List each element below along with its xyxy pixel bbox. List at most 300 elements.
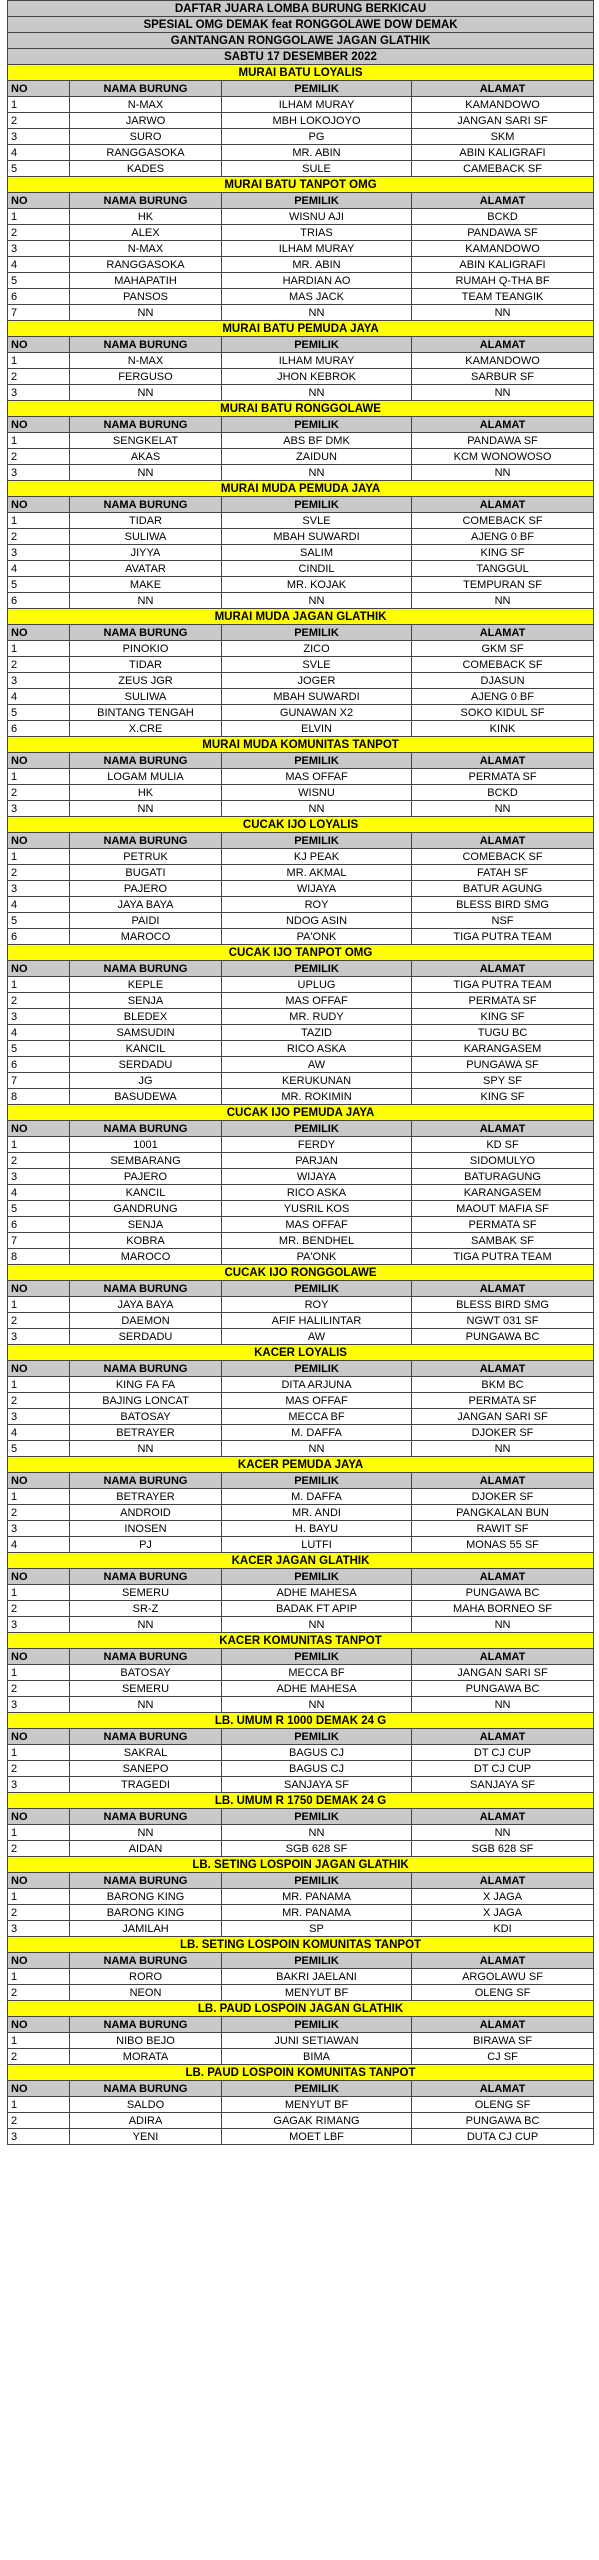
rank-cell: 1: [8, 1489, 70, 1505]
column-header-address: ALAMAT: [412, 753, 594, 769]
owner-cell: LUTFI: [222, 1537, 412, 1553]
table-row: [8, 385, 594, 401]
owner-cell: MR. ROKIMIN: [222, 1089, 412, 1105]
address-cell: DT CJ CUP: [412, 1745, 594, 1761]
rank-cell: 2: [8, 993, 70, 1009]
bird-name-cell: NN: [70, 1697, 222, 1713]
rank-cell: 2: [8, 1681, 70, 1697]
address-cell: TIGA PUTRA TEAM: [412, 977, 594, 993]
address-cell: PUNGAWA BC: [412, 1585, 594, 1601]
table-row: [8, 2033, 594, 2049]
rank-cell: 1: [8, 1889, 70, 1905]
category-title-text: CUCAK IJO TANPOT OMG: [8, 945, 594, 961]
table-row: [8, 1665, 594, 1681]
bird-name-cell: PANSOS: [70, 289, 222, 305]
owner-cell: MBH LOKOJOYO: [222, 113, 412, 129]
table-row: [8, 1057, 594, 1073]
bird-name-cell: MORATA: [70, 2049, 222, 2065]
address-cell: BATURAGUNG: [412, 1169, 594, 1185]
address-cell: NN: [412, 1441, 594, 1457]
bird-name-cell: BLEDEX: [70, 1009, 222, 1025]
owner-cell: BAGUS CJ: [222, 1761, 412, 1777]
category-title-text: MURAI MUDA JAGAN GLATHIK: [8, 609, 594, 625]
address-cell: MAHA BORNEO SF: [412, 1601, 594, 1617]
winners-table-body: [8, 1, 594, 2145]
column-header-bird-name: NAMA BURUNG: [70, 1649, 222, 1665]
address-cell: AJENG 0 BF: [412, 529, 594, 545]
category-title-text: KACER LOYALIS: [8, 1345, 594, 1361]
owner-cell: MENYUT BF: [222, 2097, 412, 2113]
table-row: [8, 561, 594, 577]
rank-cell: 4: [8, 561, 70, 577]
rank-cell: 3: [8, 129, 70, 145]
rank-cell: 5: [8, 577, 70, 593]
category-title-text: CUCAK IJO LOYALIS: [8, 817, 594, 833]
owner-cell: MENYUT BF: [222, 1985, 412, 2001]
rank-cell: 1: [8, 1297, 70, 1313]
owner-cell: ILHAM MURAY: [222, 353, 412, 369]
category-title: [8, 1345, 594, 1361]
table-row: [8, 897, 594, 913]
table-row: [8, 1921, 594, 1937]
bird-name-cell: BATOSAY: [70, 1665, 222, 1681]
address-cell: KAMANDOWO: [412, 97, 594, 113]
owner-cell: MECCA BF: [222, 1409, 412, 1425]
address-cell: JANGAN SARI SF: [412, 1665, 594, 1681]
bird-name-cell: BARONG KING: [70, 1905, 222, 1921]
category-title-text: MURAI BATU TANPOT OMG: [8, 177, 594, 193]
column-header-address: ALAMAT: [412, 497, 594, 513]
bird-name-cell: AIDAN: [70, 1841, 222, 1857]
address-cell: FATAH SF: [412, 865, 594, 881]
owner-cell: MAS OFFAF: [222, 1217, 412, 1233]
column-header-row: [8, 1873, 594, 1889]
table-row: [8, 705, 594, 721]
column-header-bird-name: NAMA BURUNG: [70, 1361, 222, 1377]
address-cell: OLENG SF: [412, 1985, 594, 2001]
owner-cell: FERDY: [222, 1137, 412, 1153]
table-row: [8, 1329, 594, 1345]
rank-cell: 4: [8, 1185, 70, 1201]
address-cell: JANGAN SARI SF: [412, 113, 594, 129]
bird-name-cell: NN: [70, 385, 222, 401]
column-header-owner: PEMILIK: [222, 1729, 412, 1745]
column-header-address: ALAMAT: [412, 1873, 594, 1889]
table-row: [8, 1681, 594, 1697]
owner-cell: MAS OFFAF: [222, 1393, 412, 1409]
address-cell: COMEBACK SF: [412, 513, 594, 529]
column-header-row: [8, 337, 594, 353]
bird-name-cell: BETRAYER: [70, 1425, 222, 1441]
column-header-no: NO: [8, 753, 70, 769]
rank-cell: 3: [8, 1777, 70, 1793]
rank-cell: 5: [8, 1201, 70, 1217]
address-cell: KAMANDOWO: [412, 241, 594, 257]
bird-name-cell: AKAS: [70, 449, 222, 465]
bird-name-cell: KANCIL: [70, 1185, 222, 1201]
owner-cell: ROY: [222, 897, 412, 913]
address-cell: TUGU BC: [412, 1025, 594, 1041]
column-header-no: NO: [8, 1473, 70, 1489]
owner-cell: ZICO: [222, 641, 412, 657]
owner-cell: CINDIL: [222, 561, 412, 577]
rank-cell: 2: [8, 1313, 70, 1329]
owner-cell: WISNU AJI: [222, 209, 412, 225]
column-header-owner: PEMILIK: [222, 1569, 412, 1585]
rank-cell: 7: [8, 1233, 70, 1249]
address-cell: AJENG 0 BF: [412, 689, 594, 705]
column-header-row: [8, 1281, 594, 1297]
column-header-no: NO: [8, 1281, 70, 1297]
column-header-address: ALAMAT: [412, 961, 594, 977]
table-row: [8, 673, 594, 689]
category-title: [8, 1937, 594, 1953]
rank-cell: 2: [8, 865, 70, 881]
table-row: [8, 1745, 594, 1761]
address-cell: TEMPURAN SF: [412, 577, 594, 593]
table-row: [8, 1601, 594, 1617]
event-date: [8, 49, 594, 65]
owner-cell: M. DAFFA: [222, 1425, 412, 1441]
table-row: [8, 977, 594, 993]
table-row: [8, 993, 594, 1009]
owner-cell: MR. KOJAK: [222, 577, 412, 593]
table-row: [8, 1905, 594, 1921]
address-cell: NN: [412, 465, 594, 481]
column-header-no: NO: [8, 961, 70, 977]
table-row: [8, 1025, 594, 1041]
column-header-bird-name: NAMA BURUNG: [70, 2081, 222, 2097]
table-row: [8, 769, 594, 785]
address-cell: PANGKALAN BUN: [412, 1505, 594, 1521]
column-header-bird-name: NAMA BURUNG: [70, 1809, 222, 1825]
bird-name-cell: MAHAPATIH: [70, 273, 222, 289]
rank-cell: 3: [8, 1169, 70, 1185]
address-cell: PANDAWA SF: [412, 225, 594, 241]
table-row: [8, 913, 594, 929]
address-cell: NN: [412, 1617, 594, 1633]
address-cell: PERMATA SF: [412, 1217, 594, 1233]
column-header-row: [8, 2017, 594, 2033]
rank-cell: 8: [8, 1249, 70, 1265]
table-row: [8, 1841, 594, 1857]
column-header-address: ALAMAT: [412, 1729, 594, 1745]
owner-cell: MR. PANAMA: [222, 1889, 412, 1905]
column-header-address: ALAMAT: [412, 1281, 594, 1297]
column-header-row: [8, 625, 594, 641]
column-header-owner: PEMILIK: [222, 2017, 412, 2033]
bird-name-cell: MAKE: [70, 577, 222, 593]
rank-cell: 2: [8, 1985, 70, 2001]
rank-cell: 3: [8, 673, 70, 689]
owner-cell: MR. PANAMA: [222, 1905, 412, 1921]
address-cell: NGWT 031 SF: [412, 1313, 594, 1329]
address-cell: COMEBACK SF: [412, 849, 594, 865]
category-title-text: KACER JAGAN GLATHIK: [8, 1553, 594, 1569]
category-title: [8, 65, 594, 81]
category-title: [8, 1633, 594, 1649]
owner-cell: AW: [222, 1057, 412, 1073]
table-row: [8, 1137, 594, 1153]
category-title-text: MURAI MUDA PEMUDA JAYA: [8, 481, 594, 497]
rank-cell: 5: [8, 273, 70, 289]
column-header-address: ALAMAT: [412, 2081, 594, 2097]
bird-name-cell: JAYA BAYA: [70, 1297, 222, 1313]
table-row: [8, 273, 594, 289]
table-row: [8, 577, 594, 593]
owner-cell: HARDIAN AO: [222, 273, 412, 289]
column-header-owner: PEMILIK: [222, 2081, 412, 2097]
rank-cell: 2: [8, 529, 70, 545]
rank-cell: 1: [8, 1377, 70, 1393]
column-header-row: [8, 1121, 594, 1137]
owner-cell: KERUKUNAN: [222, 1073, 412, 1089]
rank-cell: 6: [8, 721, 70, 737]
address-cell: CJ SF: [412, 2049, 594, 2065]
bird-name-cell: TIDAR: [70, 657, 222, 673]
table-row: [8, 241, 594, 257]
rank-cell: 2: [8, 2113, 70, 2129]
owner-cell: MAS OFFAF: [222, 993, 412, 1009]
rank-cell: 4: [8, 689, 70, 705]
bird-name-cell: HK: [70, 785, 222, 801]
bird-name-cell: DAEMON: [70, 1313, 222, 1329]
address-cell: PUNGAWA BC: [412, 1681, 594, 1697]
column-header-address: ALAMAT: [412, 1953, 594, 1969]
column-header-address: ALAMAT: [412, 833, 594, 849]
bird-name-cell: SEMERU: [70, 1585, 222, 1601]
column-header-owner: PEMILIK: [222, 1649, 412, 1665]
bird-name-cell: RANGGASOKA: [70, 145, 222, 161]
table-row: [8, 881, 594, 897]
rank-cell: 1: [8, 1745, 70, 1761]
address-cell: KING SF: [412, 1009, 594, 1025]
bird-name-cell: BARONG KING: [70, 1889, 222, 1905]
table-row: [8, 369, 594, 385]
category-title-text: MURAI BATU PEMUDA JAYA: [8, 321, 594, 337]
owner-cell: SULE: [222, 161, 412, 177]
owner-cell: WIJAYA: [222, 881, 412, 897]
column-header-bird-name: NAMA BURUNG: [70, 337, 222, 353]
address-cell: PUNGAWA BC: [412, 2113, 594, 2129]
address-cell: SPY SF: [412, 1073, 594, 1089]
address-cell: KARANGASEM: [412, 1185, 594, 1201]
owner-cell: M. DAFFA: [222, 1489, 412, 1505]
rank-cell: 2: [8, 1393, 70, 1409]
table-row: [8, 465, 594, 481]
rank-cell: 2: [8, 449, 70, 465]
column-header-bird-name: NAMA BURUNG: [70, 1473, 222, 1489]
category-title: [8, 1793, 594, 1809]
rank-cell: 3: [8, 1009, 70, 1025]
category-title-text: LB. PAUD LOSPOIN JAGAN GLATHIK: [8, 2001, 594, 2017]
rank-cell: 8: [8, 1089, 70, 1105]
category-title-text: MURAI BATU RONGGOLAWE: [8, 401, 594, 417]
column-header-no: NO: [8, 81, 70, 97]
header-text: SPESIAL OMG DEMAK feat RONGGOLAWE DOW DEMAK: [8, 17, 594, 33]
owner-cell: WISNU: [222, 785, 412, 801]
table-row: [8, 1217, 594, 1233]
rank-cell: 4: [8, 1425, 70, 1441]
owner-cell: BAKRI JAELANI: [222, 1969, 412, 1985]
address-cell: DT CJ CUP: [412, 1761, 594, 1777]
address-cell: TEAM TEANGIK: [412, 289, 594, 305]
column-header-owner: PEMILIK: [222, 1953, 412, 1969]
rank-cell: 7: [8, 1073, 70, 1089]
rank-cell: 1: [8, 769, 70, 785]
address-cell: SAMBAK SF: [412, 1233, 594, 1249]
bird-name-cell: BATOSAY: [70, 1409, 222, 1425]
bird-name-cell: JAMILAH: [70, 1921, 222, 1937]
table-row: [8, 865, 594, 881]
bird-name-cell: PINOKIO: [70, 641, 222, 657]
owner-cell: PA'ONK: [222, 929, 412, 945]
bird-name-cell: SEMERU: [70, 1681, 222, 1697]
owner-cell: NN: [222, 593, 412, 609]
rank-cell: 3: [8, 1921, 70, 1937]
rank-cell: 2: [8, 1505, 70, 1521]
rank-cell: 1: [8, 2033, 70, 2049]
bird-name-cell: YENI: [70, 2129, 222, 2145]
table-row: [8, 2097, 594, 2113]
owner-cell: SVLE: [222, 513, 412, 529]
owner-cell: H. BAYU: [222, 1521, 412, 1537]
address-cell: SGB 628 SF: [412, 1841, 594, 1857]
owner-cell: MAS OFFAF: [222, 769, 412, 785]
document-header-line: [8, 17, 594, 33]
bird-name-cell: NN: [70, 465, 222, 481]
column-header-row: [8, 1569, 594, 1585]
table-row: [8, 545, 594, 561]
rank-cell: 1: [8, 1825, 70, 1841]
address-cell: KINK: [412, 721, 594, 737]
column-header-address: ALAMAT: [412, 1121, 594, 1137]
address-cell: DJOKER SF: [412, 1489, 594, 1505]
column-header-row: [8, 753, 594, 769]
rank-cell: 3: [8, 241, 70, 257]
owner-cell: TAZID: [222, 1025, 412, 1041]
table-row: [8, 2129, 594, 2145]
bird-name-cell: GANDRUNG: [70, 1201, 222, 1217]
category-title: [8, 1457, 594, 1473]
address-cell: BKM BC: [412, 1377, 594, 1393]
bird-name-cell: PETRUK: [70, 849, 222, 865]
address-cell: TIGA PUTRA TEAM: [412, 929, 594, 945]
bird-name-cell: JAYA BAYA: [70, 897, 222, 913]
owner-cell: SGB 628 SF: [222, 1841, 412, 1857]
column-header-no: NO: [8, 1809, 70, 1825]
bird-name-cell: SERDADU: [70, 1057, 222, 1073]
owner-cell: MR. ABIN: [222, 257, 412, 273]
column-header-row: [8, 2081, 594, 2097]
bird-name-cell: BASUDEWA: [70, 1089, 222, 1105]
column-header-owner: PEMILIK: [222, 1809, 412, 1825]
bird-name-cell: BUGATI: [70, 865, 222, 881]
owner-cell: BADAK FT APIP: [222, 1601, 412, 1617]
owner-cell: ILHAM MURAY: [222, 97, 412, 113]
table-row: [8, 1009, 594, 1025]
table-row: [8, 1985, 594, 2001]
table-row: [8, 1185, 594, 1201]
table-row: [8, 1409, 594, 1425]
owner-cell: TRIAS: [222, 225, 412, 241]
rank-cell: 1: [8, 977, 70, 993]
column-header-row: [8, 833, 594, 849]
bird-name-cell: BAJING LONCAT: [70, 1393, 222, 1409]
address-cell: SIDOMULYO: [412, 1153, 594, 1169]
bird-name-cell: NN: [70, 593, 222, 609]
column-header-address: ALAMAT: [412, 1473, 594, 1489]
table-row: [8, 1297, 594, 1313]
bird-name-cell: TRAGEDI: [70, 1777, 222, 1793]
bird-name-cell: NN: [70, 1617, 222, 1633]
table-row: [8, 1537, 594, 1553]
address-cell: X JAGA: [412, 1889, 594, 1905]
column-header-owner: PEMILIK: [222, 417, 412, 433]
table-row: [8, 1393, 594, 1409]
category-title-text: LB. PAUD LOSPOIN KOMUNITAS TANPOT: [8, 2065, 594, 2081]
rank-cell: 6: [8, 1057, 70, 1073]
bird-name-cell: NIBO BEJO: [70, 2033, 222, 2049]
rank-cell: 6: [8, 929, 70, 945]
rank-cell: 3: [8, 1409, 70, 1425]
owner-cell: MECCA BF: [222, 1665, 412, 1681]
column-header-row: [8, 81, 594, 97]
column-header-bird-name: NAMA BURUNG: [70, 753, 222, 769]
category-title: [8, 945, 594, 961]
owner-cell: NDOG ASIN: [222, 913, 412, 929]
address-cell: TANGGUL: [412, 561, 594, 577]
column-header-owner: PEMILIK: [222, 833, 412, 849]
bird-name-cell: MAROCO: [70, 1249, 222, 1265]
address-cell: NN: [412, 593, 594, 609]
category-title: [8, 1713, 594, 1729]
column-header-no: NO: [8, 1361, 70, 1377]
bird-name-cell: RANGGASOKA: [70, 257, 222, 273]
owner-cell: MR. BENDHEL: [222, 1233, 412, 1249]
rank-cell: 3: [8, 1521, 70, 1537]
table-row: [8, 593, 594, 609]
column-header-address: ALAMAT: [412, 193, 594, 209]
column-header-owner: PEMILIK: [222, 337, 412, 353]
bird-name-cell: SALDO: [70, 2097, 222, 2113]
rank-cell: 2: [8, 2049, 70, 2065]
owner-cell: JHON KEBROK: [222, 369, 412, 385]
address-cell: NSF: [412, 913, 594, 929]
owner-cell: WIJAYA: [222, 1169, 412, 1185]
rank-cell: 3: [8, 881, 70, 897]
table-row: [8, 257, 594, 273]
owner-cell: RICO ASKA: [222, 1041, 412, 1057]
column-header-bird-name: NAMA BURUNG: [70, 1953, 222, 1969]
table-row: [8, 2113, 594, 2129]
column-header-no: NO: [8, 1729, 70, 1745]
category-title-text: MURAI MUDA KOMUNITAS TANPOT: [8, 737, 594, 753]
address-cell: GKM SF: [412, 641, 594, 657]
bird-name-cell: SENJA: [70, 1217, 222, 1233]
rank-cell: 2: [8, 1601, 70, 1617]
address-cell: PERMATA SF: [412, 769, 594, 785]
address-cell: DUTA CJ CUP: [412, 2129, 594, 2145]
category-title: [8, 2001, 594, 2017]
table-row: [8, 1201, 594, 1217]
bird-name-cell: SR-Z: [70, 1601, 222, 1617]
owner-cell: GAGAK RIMANG: [222, 2113, 412, 2129]
category-title: [8, 817, 594, 833]
owner-cell: PARJAN: [222, 1153, 412, 1169]
address-cell: OLENG SF: [412, 2097, 594, 2113]
table-row: [8, 97, 594, 113]
